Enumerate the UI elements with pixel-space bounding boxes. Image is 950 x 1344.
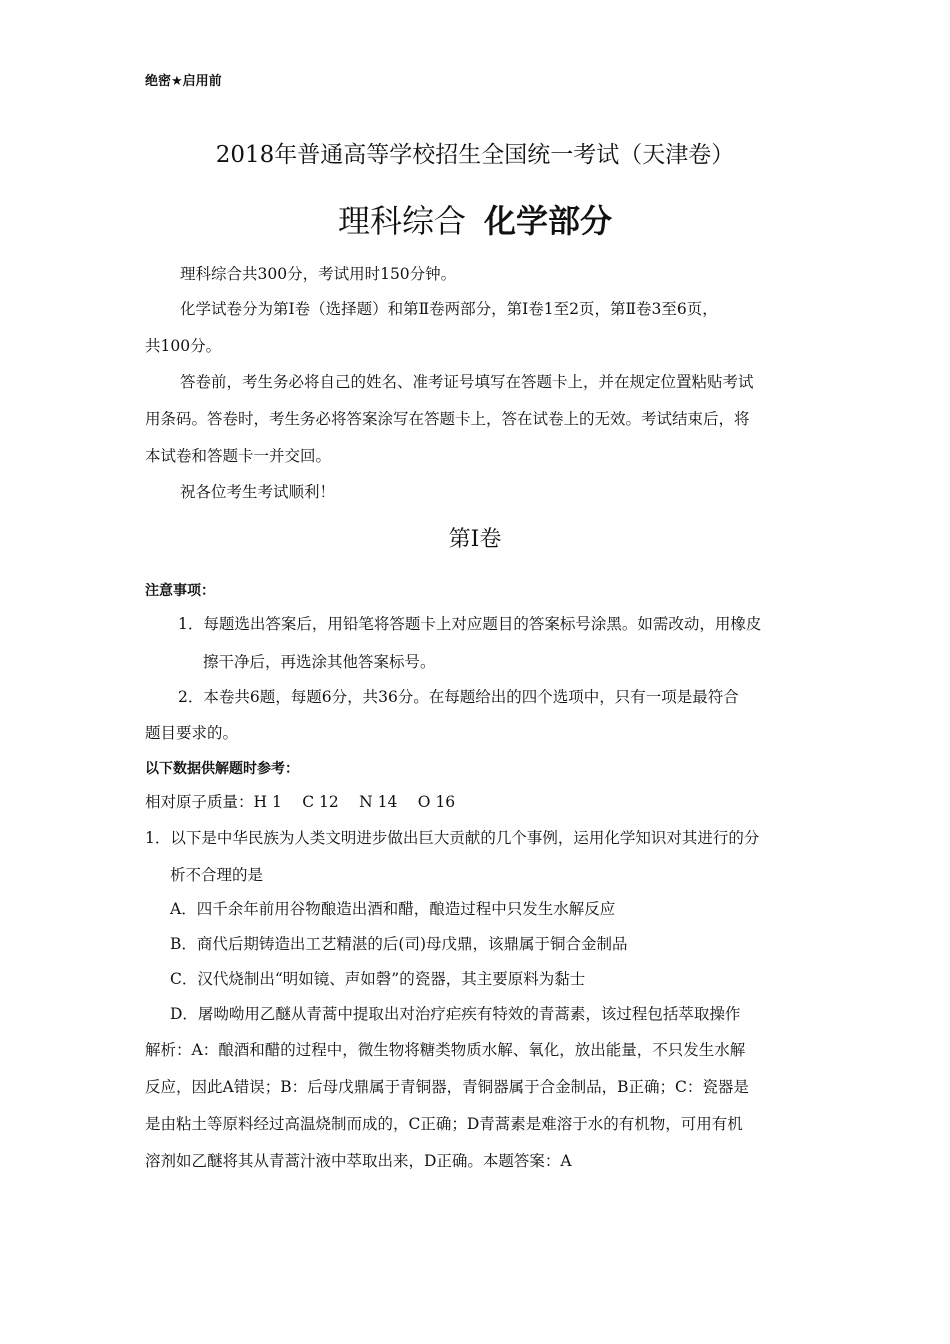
intro-p3-line3: 本试卷和答题卡一并交回。	[145, 447, 332, 465]
note-1-line2: 擦干净后，再选涂其他答案标号。	[203, 653, 436, 671]
intro-p3-line2: 用条码。答卷时，考生务必将答案涂写在答题卡上，答在试卷上的无效。考试结束后，将	[145, 410, 750, 428]
answer-explanation-line1: 解析：A：酿酒和醋的过程中，微生物将糖类物质水解、氧化，放出能量，不只发生水解	[145, 1041, 746, 1059]
note-2-line1: 2．本卷共6题，每题6分，共36分。在每题给出的四个选项中，只有一项是最符合	[178, 688, 739, 706]
question-1-option-a: A．四千余年前用谷物酿造出酒和醋，酿造过程中只发生水解反应	[170, 900, 616, 918]
question-1-stem-line1: 1．以下是中华民族为人类文明进步做出巨大贡献的几个事例，运用化学知识对其进行的分	[145, 829, 760, 847]
intro-p3-line1: 答卷前，考生务必将自己的姓名、准考证号填写在答题卡上，并在规定位置粘贴考试	[180, 373, 754, 391]
part-name: 化学部分	[484, 202, 613, 240]
note-2-line2: 题目要求的。	[145, 724, 239, 742]
note-1-line1: 1．每题选出答案后，用铅笔将答题卡上对应题目的答案标号涂黑。如需改动，用橡皮	[178, 615, 762, 633]
reference-heading: 以下数据供解题时参考：	[145, 761, 299, 777]
question-1-option-c: C．汉代烧制出“明如镜、声如磬”的瓷器，其主要原料为黏士	[170, 970, 586, 988]
intro-p2-line1: 化学试卷分为第Ⅰ卷（选择题）和第Ⅱ卷两部分，第Ⅰ卷1至2页，第Ⅱ卷3至6页，	[180, 300, 718, 318]
answer-explanation-line4: 溶剂如乙醚将其从青蒿汁液中萃取出来，D正确。本题答案：A	[145, 1152, 572, 1170]
atomic-masses: 相对原子质量：H 1 C 12 N 14 O 16	[145, 793, 456, 811]
intro-p2-line2: 共100分。	[145, 337, 222, 355]
question-1-option-d: D．屠呦呦用乙醚从青蒿中提取出对治疗疟疾有特效的青蒿素，该过程包括萃取操作	[170, 1005, 741, 1023]
exam-title: 2018年普通高等学校招生全国统一考试（天津卷）	[215, 142, 735, 168]
answer-explanation-line3: 是由粘土等原料经过高温烧制而成的，C正确；D青蒿素是难溶于水的有机物，可用有机	[145, 1115, 743, 1133]
notes-heading: 注意事项：	[145, 583, 215, 599]
secret-label: 绝密★启用前	[145, 74, 222, 89]
question-1-option-b: B．商代后期铸造出工艺精湛的后(司)母戊鼎，该鼎属于铜合金制品	[170, 935, 628, 953]
subject-title	[0, 196, 950, 242]
intro-p4: 祝各位考生考试顺利！	[180, 483, 336, 501]
volume-title: 第Ⅰ卷	[448, 527, 502, 552]
question-1-stem-line2: 析不合理的是	[170, 866, 264, 884]
answer-explanation-line2: 反应，因此A错误；B：后母戊鼎属于青铜器，青铜器属于合金制品，B正确；C：瓷器是	[145, 1078, 749, 1096]
intro-p1: 理科综合共300分，考试用时150分钟。	[180, 265, 457, 283]
subject-name: 理科综合	[337, 202, 466, 240]
